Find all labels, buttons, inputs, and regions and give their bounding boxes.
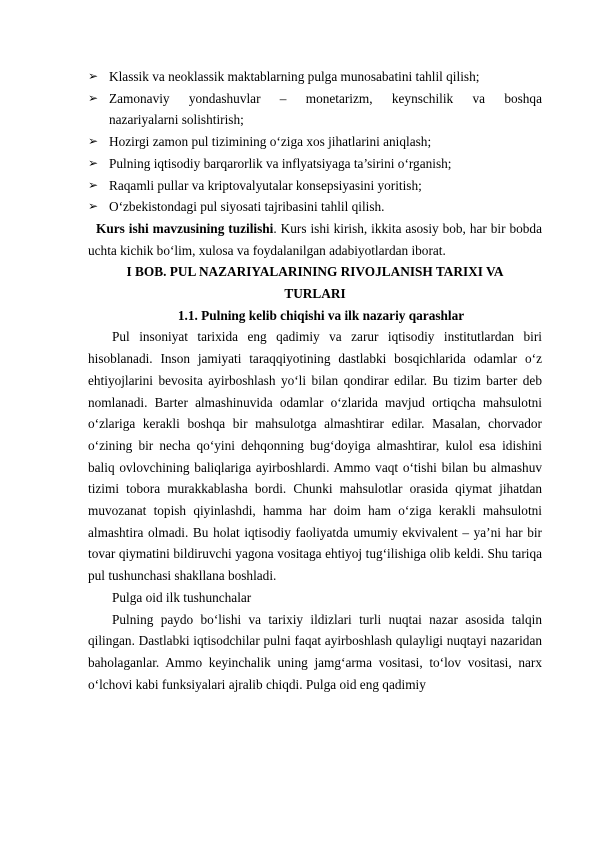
arrowhead-bullet-icon: ➢ (88, 199, 99, 214)
structure-label: Kurs ishi mavzusining tuzilishi (96, 220, 274, 236)
list-item (88, 88, 542, 131)
list-item (88, 175, 542, 197)
list-item (88, 66, 542, 88)
arrowhead-bullet-icon: ➢ (88, 155, 99, 170)
subheading: Pulga oid ilk tushunchalar (112, 589, 252, 605)
chapter-title-line2: TURLARI (284, 286, 346, 302)
section-title: 1.1. Pulning kelib chiqishi va ilk nazariy qarashlar (177, 307, 465, 323)
arrowhead-bullet-icon: ➢ (88, 90, 99, 105)
list-item-text-line2: nazariyalarni solishtirish; (109, 112, 244, 128)
goals-list (88, 66, 542, 218)
document-page (88, 66, 542, 695)
body-paragraph: Pul insoniyat tarixida eng qadimiy va zarur iqtisodiy institutlardan biri hisoblanadi. Inson jamiyati taraqqiyotining dastlabki bosqichlarida odamlar o‘z ehtiyojlarini bevosita ayirboshlash yo‘li bilan qondirar edilar. Bu tizim barter deb nomlanadi. Barter almashinuvida odamlar o‘zlarida mavjud ortiqcha mahsulotni o‘zlariga kerakli boshqa bir mahsulotga almashtirar edilar. Masalan, chorvador o‘zining bir necha qo‘yini dehqonning bug‘doyiga almashtirar, kulol esa idishini baliq ovlovchining baliqlariga ayirboshlardi. Ammo vaqt o‘tishi bilan bu almashuv tizimi tobora murakkablasha bordi. Chunki mahsulotlar orasida qiymat jihatdan muvozanat topish qiyinlashdi, hamma har doim ham o‘ziga kerakli mahsulotni almashtira olmadi. Bu holat iqtisodiy faoliyatda umumiy ekvivalent – ya’ni har bir tovar qiymatini bildiruvchi yagona vositaga ehtiyoj tug‘ilishiga olib keldi. Shu tariqa pul tushunchasi shakllana boshladi. (88, 329, 542, 584)
chapter-title-line1: I BOB. PUL NAZARIYALARINING RIVOJLANISH TARIXI VA (126, 264, 504, 280)
list-item (88, 153, 542, 175)
body-paragraph: Pulning paydo bo‘lishi va tarixiy ildizlari turli nuqtai nazar asosida talqin qilingan. Dastlabki iqtisodchilar pulni faqat ayirboshlash qulayligi nuqtayi nazaridan baholaganlar. Ammo keyinchalik uning jamg‘arma vositasi, to‘lov vositasi, narx o‘lchovi kabi funksiyalari ajralib chiqdi. Pulga oid eng qadimiy (88, 611, 542, 692)
list-item (88, 196, 542, 218)
structure-text: . Kurs ishi kirish, ikkita asosiy bob, har bir bobda uchta kichik bo‘lim, xulosa va foydalanilgan adabiyotlardan iborat. (88, 220, 542, 258)
list-item-text: O‘zbekistondagi pul siyosati tajribasini tahlil qilish. (109, 199, 385, 215)
list-item-text: Pulning iqtisodiy barqarorlik va inflyatsiyaga ta’sirini o‘rganish; (109, 155, 452, 171)
arrowhead-bullet-icon: ➢ (88, 177, 99, 192)
list-item-text: Klassik va neoklassik maktablarning pulga munosabatini tahlil qilish; (109, 69, 480, 84)
list-item-text: Hozirgi zamon pul tizimining o‘ziga xos jihatlarini aniqlash; (109, 134, 432, 150)
list-item-text: Raqamli pullar va kriptovalyutalar konsepsiyasini yoritish; (109, 177, 422, 193)
list-item (88, 131, 542, 153)
structure-paragraph (88, 218, 542, 261)
arrowhead-bullet-icon: ➢ (88, 69, 99, 83)
chapter-title (88, 261, 542, 304)
arrowhead-bullet-icon: ➢ (88, 134, 99, 149)
list-item-text-line1: Zamonaviy yondashuvlar – monetarizm, keynschilik va boshqa (109, 90, 542, 106)
